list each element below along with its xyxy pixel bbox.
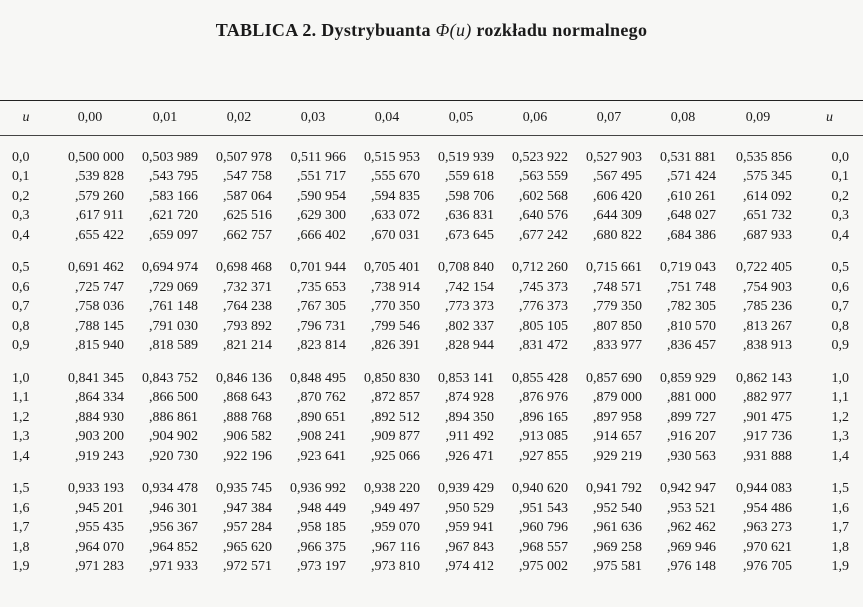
row-u-label: 1,8	[831, 539, 849, 555]
table-cell: ,799 546	[371, 318, 420, 334]
table-cell: 0,698 468	[216, 260, 272, 276]
table-cell: ,971 283	[75, 559, 124, 575]
table-cell: 0,853 141	[438, 370, 494, 386]
table-cell: ,961 636	[593, 520, 642, 536]
row-u-label: 1,0	[831, 370, 849, 386]
table-cell: ,881 000	[667, 390, 716, 406]
table-cell: ,966 375	[297, 539, 346, 555]
row-spacer	[0, 136, 863, 149]
table-row	[0, 428, 863, 448]
table-cell: ,745 373	[519, 279, 568, 295]
table-cell: ,735 653	[297, 279, 346, 295]
table-cell: ,909 877	[371, 429, 420, 445]
row-u-label: 0,2	[12, 188, 30, 204]
row-u-label: 1,6	[12, 500, 30, 516]
table-cell: ,655 422	[75, 227, 124, 243]
table-row	[0, 278, 863, 298]
table-row	[0, 207, 863, 227]
table-cell: ,976 705	[743, 559, 792, 575]
table-cell: ,636 831	[445, 208, 494, 224]
table-cell: ,838 913	[743, 338, 792, 354]
table-cell: ,629 300	[297, 208, 346, 224]
table-cell: ,964 852	[149, 539, 198, 555]
table-row	[0, 187, 863, 207]
header-column: 0,00	[52, 101, 128, 136]
table-cell: ,969 258	[593, 539, 642, 555]
table-cell: ,949 497	[371, 500, 420, 516]
row-u-label: 0,1	[831, 169, 849, 185]
table-cell: ,929 219	[593, 448, 642, 464]
header-column: 0,08	[646, 101, 720, 136]
table-cell: 0,944 083	[736, 481, 792, 497]
table-cell: ,836 457	[667, 338, 716, 354]
row-u-label: 1,8	[12, 539, 30, 555]
table-cell: ,610 261	[667, 188, 716, 204]
table-cell: ,967 116	[371, 539, 420, 555]
table-row	[0, 317, 863, 337]
table-row	[0, 408, 863, 428]
row-u-label: 1,7	[12, 520, 30, 536]
table-row	[0, 337, 863, 357]
header-column: 0,05	[424, 101, 498, 136]
table-cell: ,810 570	[667, 318, 716, 334]
table-cell: ,964 070	[75, 539, 124, 555]
table-row	[0, 226, 863, 246]
table-cell: ,594 835	[371, 188, 420, 204]
row-spacer	[0, 246, 863, 259]
table-cell: ,571 424	[667, 169, 716, 185]
table-cell: ,729 069	[149, 279, 198, 295]
table-cell: ,890 651	[297, 409, 346, 425]
table-cell: 0,507 978	[216, 149, 272, 165]
table-cell: ,970 621	[743, 539, 792, 555]
table-cell: ,911 492	[445, 429, 494, 445]
table-row	[0, 168, 863, 188]
table-cell: ,770 350	[371, 299, 420, 315]
table-cell: ,872 857	[371, 390, 420, 406]
row-u-label: 0,8	[831, 318, 849, 334]
table-cell: ,761 148	[149, 299, 198, 315]
table-cell: ,673 645	[445, 227, 494, 243]
table-cell: 0,855 428	[512, 370, 568, 386]
row-u-label: 0,4	[12, 227, 30, 243]
row-u-label: 0,7	[831, 299, 849, 315]
table-cell: ,919 243	[75, 448, 124, 464]
spacer-cell	[0, 136, 863, 149]
table-cell: ,917 736	[743, 429, 792, 445]
table-cell: ,965 620	[223, 539, 272, 555]
row-u-label: 1,1	[12, 390, 30, 406]
table-row	[0, 538, 863, 558]
header-column: 0,02	[202, 101, 276, 136]
table-cell: 0,857 690	[586, 370, 642, 386]
table-cell: 0,848 495	[290, 370, 346, 386]
table-cell: ,687 933	[743, 227, 792, 243]
table-cell: ,785 236	[743, 299, 792, 315]
table-cell: ,968 557	[519, 539, 568, 555]
table-cell: ,818 589	[149, 338, 198, 354]
table-cell: ,950 529	[445, 500, 494, 516]
row-u-label: 0,2	[831, 188, 849, 204]
table-cell: 0,841 345	[68, 370, 124, 386]
header-column: 0,07	[572, 101, 646, 136]
table-cell: ,923 641	[297, 448, 346, 464]
table-row	[0, 369, 863, 389]
table-cell: ,963 273	[743, 520, 792, 536]
table-cell: ,651 732	[743, 208, 792, 224]
title-suffix: rozkładu normalnego	[476, 20, 648, 40]
table-cell: ,868 643	[223, 390, 272, 406]
table-cell: ,962 462	[667, 520, 716, 536]
table-cell: ,796 731	[297, 318, 346, 334]
title-phi-symbol: Φ	[435, 20, 450, 40]
table-cell: ,764 238	[223, 299, 272, 315]
table-cell: ,625 516	[223, 208, 272, 224]
table-cell: 0,722 405	[736, 260, 792, 276]
table-cell: ,916 207	[667, 429, 716, 445]
row-u-label: 1,2	[831, 409, 849, 425]
table-cell: ,879 000	[593, 390, 642, 406]
table-cell: ,906 582	[223, 429, 272, 445]
spacer-cell	[0, 467, 863, 480]
row-u-label: 1,5	[831, 481, 849, 497]
table-cell: ,659 097	[149, 227, 198, 243]
spacer-cell	[0, 246, 863, 259]
table-cell: ,779 350	[593, 299, 642, 315]
table-cell: 0,531 881	[660, 149, 716, 165]
table-cell: ,805 105	[519, 318, 568, 334]
table-cell: 0,850 830	[364, 370, 420, 386]
table-cell: ,904 902	[149, 429, 198, 445]
table-cell: 0,535 856	[736, 149, 792, 165]
table-cell: ,876 976	[519, 390, 568, 406]
header-u: u	[796, 101, 863, 136]
table-cell: ,776 373	[519, 299, 568, 315]
table-cell: ,602 568	[519, 188, 568, 204]
table-cell: 0,936 992	[290, 481, 346, 497]
table-cell: ,813 267	[743, 318, 792, 334]
table-cell: ,882 977	[743, 390, 792, 406]
table-cell: ,614 092	[743, 188, 792, 204]
table-cell: ,954 486	[743, 500, 792, 516]
table-cell: ,945 201	[75, 500, 124, 516]
header-column: 0,06	[498, 101, 572, 136]
table-cell: ,908 241	[297, 429, 346, 445]
table-cell: ,957 284	[223, 520, 272, 536]
table-row	[0, 389, 863, 409]
table-cell: ,973 810	[371, 559, 420, 575]
table-cell: ,925 066	[371, 448, 420, 464]
table-cell: ,967 843	[445, 539, 494, 555]
table-row	[0, 499, 863, 519]
table-cell: ,884 930	[75, 409, 124, 425]
table-cell: 0,942 947	[660, 481, 716, 497]
row-u-label: 1,5	[12, 481, 30, 497]
table-cell: ,640 576	[519, 208, 568, 224]
table-cell: ,899 727	[667, 409, 716, 425]
row-u-label: 1,6	[831, 500, 849, 516]
table-cell: ,725 747	[75, 279, 124, 295]
table-cell: ,821 214	[223, 338, 272, 354]
table-cell: ,828 944	[445, 338, 494, 354]
row-spacer	[0, 467, 863, 480]
table-cell: ,958 185	[297, 520, 346, 536]
table-cell: ,951 543	[519, 500, 568, 516]
table-cell: ,892 512	[371, 409, 420, 425]
table-cell: ,648 027	[667, 208, 716, 224]
table-row	[0, 259, 863, 279]
table-cell: ,575 345	[743, 169, 792, 185]
table-cell: 0,694 974	[142, 260, 198, 276]
table-cell: ,751 748	[667, 279, 716, 295]
table-cell: 0,527 903	[586, 149, 642, 165]
table-cell: 0,843 752	[142, 370, 198, 386]
table-cell: 0,503 989	[142, 149, 198, 165]
table-cell: ,644 309	[593, 208, 642, 224]
table-cell: ,670 031	[371, 227, 420, 243]
row-u-label: 1,9	[12, 559, 30, 575]
table-cell: ,621 720	[149, 208, 198, 224]
table-cell: ,930 563	[667, 448, 716, 464]
table-cell: ,754 903	[743, 279, 792, 295]
table-cell: ,555 670	[371, 169, 420, 185]
table-cell: 0,715 661	[586, 260, 642, 276]
header-column: 0,09	[720, 101, 796, 136]
row-u-label: 1,1	[831, 390, 849, 406]
table-cell: ,864 334	[75, 390, 124, 406]
table-cell: ,662 757	[223, 227, 272, 243]
table-cell: 0,938 220	[364, 481, 420, 497]
table-row	[0, 558, 863, 578]
table-row	[0, 480, 863, 500]
table-cell: ,953 521	[667, 500, 716, 516]
table-cell: ,598 706	[445, 188, 494, 204]
row-u-label: 0,0	[12, 149, 30, 165]
table-cell: 0,719 043	[660, 260, 716, 276]
table-cell: ,920 730	[149, 448, 198, 464]
row-u-label: 0,5	[12, 260, 30, 276]
row-u-label: 1,3	[831, 429, 849, 445]
row-u-label: 0,5	[831, 260, 849, 276]
table-cell: 0,933 193	[68, 481, 124, 497]
table-cell: ,927 855	[519, 448, 568, 464]
table-cell: ,947 384	[223, 500, 272, 516]
distribution-table	[0, 100, 863, 577]
table-cell: ,956 367	[149, 520, 198, 536]
table-cell: ,606 420	[593, 188, 642, 204]
table-cell: ,959 070	[371, 520, 420, 536]
table-cell: 0,708 840	[438, 260, 494, 276]
table-cell: ,903 200	[75, 429, 124, 445]
table-body	[0, 136, 863, 578]
table-cell: ,547 758	[223, 169, 272, 185]
table-cell: ,913 085	[519, 429, 568, 445]
table-cell: ,793 892	[223, 318, 272, 334]
table-row	[0, 298, 863, 318]
table-cell: ,975 581	[593, 559, 642, 575]
table-cell: 0,712 260	[512, 260, 568, 276]
row-u-label: 1,7	[831, 520, 849, 536]
table-cell: ,870 762	[297, 390, 346, 406]
table-cell: ,831 472	[519, 338, 568, 354]
header-u: u	[0, 101, 52, 136]
table-cell: ,551 717	[297, 169, 346, 185]
table-cell: ,894 350	[445, 409, 494, 425]
table-cell: 0,846 136	[216, 370, 272, 386]
table-cell: ,802 337	[445, 318, 494, 334]
table-cell: 0,934 478	[142, 481, 198, 497]
table-cell: ,886 861	[149, 409, 198, 425]
table-row	[0, 148, 863, 168]
table-cell: ,539 828	[75, 169, 124, 185]
table-cell: ,567 495	[593, 169, 642, 185]
table-cell: ,926 471	[445, 448, 494, 464]
table-cell: ,922 196	[223, 448, 272, 464]
table-row	[0, 519, 863, 539]
row-u-label: 0,4	[831, 227, 849, 243]
table-cell: ,738 914	[371, 279, 420, 295]
row-u-label: 0,0	[831, 149, 849, 165]
table-cell: 0,862 143	[736, 370, 792, 386]
table-cell: ,823 814	[297, 338, 346, 354]
table-cell: ,633 072	[371, 208, 420, 224]
row-spacer	[0, 356, 863, 369]
table-title	[0, 20, 863, 41]
table-cell: 0,691 462	[68, 260, 124, 276]
table-cell: ,833 977	[593, 338, 642, 354]
table-cell: ,559 618	[445, 169, 494, 185]
table-cell: ,972 571	[223, 559, 272, 575]
table-cell: ,782 305	[667, 299, 716, 315]
row-u-label: 0,6	[12, 279, 30, 295]
table-cell: ,952 540	[593, 500, 642, 516]
table-cell: ,946 301	[149, 500, 198, 516]
row-u-label: 0,6	[831, 279, 849, 295]
row-u-label: 0,9	[831, 338, 849, 354]
header-row	[0, 101, 863, 136]
table-row	[0, 447, 863, 467]
table-cell: ,791 030	[149, 318, 198, 334]
row-u-label: 1,3	[12, 429, 30, 445]
table-cell: ,974 412	[445, 559, 494, 575]
table-cell: 0,519 939	[438, 149, 494, 165]
table-cell: ,826 391	[371, 338, 420, 354]
table-cell: ,896 165	[519, 409, 568, 425]
table-cell: ,587 064	[223, 188, 272, 204]
table-cell: ,976 148	[667, 559, 716, 575]
table-cell: 0,515 953	[364, 149, 420, 165]
header-column: 0,03	[276, 101, 350, 136]
table-cell: 0,701 944	[290, 260, 346, 276]
table-cell: ,973 197	[297, 559, 346, 575]
table-cell: 0,705 401	[364, 260, 420, 276]
row-u-label: 0,9	[12, 338, 30, 354]
table-cell: ,948 449	[297, 500, 346, 516]
table-cell: 0,523 922	[512, 149, 568, 165]
table-cell: ,914 657	[593, 429, 642, 445]
table-cell: ,807 850	[593, 318, 642, 334]
table-cell: ,773 373	[445, 299, 494, 315]
table-cell: 0,941 792	[586, 481, 642, 497]
row-u-label: 0,3	[831, 208, 849, 224]
table-cell: ,969 946	[667, 539, 716, 555]
row-u-label: 0,7	[12, 299, 30, 315]
row-u-label: 1,0	[12, 370, 30, 386]
table-cell: ,866 500	[149, 390, 198, 406]
table-cell: ,617 911	[75, 208, 124, 224]
table-cell: ,815 940	[75, 338, 124, 354]
table-cell: ,888 768	[223, 409, 272, 425]
table-cell: ,742 154	[445, 279, 494, 295]
table-cell: 0,859 929	[660, 370, 716, 386]
row-u-label: 1,4	[831, 448, 849, 464]
title-argument: (u)	[449, 20, 472, 40]
table-cell: ,590 954	[297, 188, 346, 204]
title-prefix: TABLICA 2. Dystrybuanta	[215, 20, 431, 40]
table-cell: ,788 145	[75, 318, 124, 334]
table-cell: ,959 941	[445, 520, 494, 536]
row-u-label: 0,1	[12, 169, 30, 185]
row-u-label: 1,9	[831, 559, 849, 575]
row-u-label: 0,3	[12, 208, 30, 224]
table-cell: ,955 435	[75, 520, 124, 536]
table-cell: ,680 822	[593, 227, 642, 243]
table-cell: 0,939 429	[438, 481, 494, 497]
table-cell: 0,500 000	[68, 149, 124, 165]
table-cell: ,874 928	[445, 390, 494, 406]
spacer-cell	[0, 356, 863, 369]
table-cell: 0,940 620	[512, 481, 568, 497]
table-cell: ,583 166	[149, 188, 198, 204]
table-cell: ,758 036	[75, 299, 124, 315]
table-cell: ,543 795	[149, 169, 198, 185]
table-cell: 0,935 745	[216, 481, 272, 497]
table-cell: ,931 888	[743, 448, 792, 464]
table-cell: ,971 933	[149, 559, 198, 575]
table-cell: ,975 002	[519, 559, 568, 575]
table-cell: ,767 305	[297, 299, 346, 315]
table-cell: ,901 475	[743, 409, 792, 425]
table-cell: ,748 571	[593, 279, 642, 295]
row-u-label: 1,2	[12, 409, 30, 425]
row-u-label: 1,4	[12, 448, 30, 464]
table-cell: ,684 386	[667, 227, 716, 243]
table-cell: ,579 260	[75, 188, 124, 204]
row-u-label: 0,8	[12, 318, 30, 334]
table-cell: ,666 402	[297, 227, 346, 243]
header-column: 0,01	[128, 101, 202, 136]
table-cell: ,732 371	[223, 279, 272, 295]
header-column: 0,04	[350, 101, 424, 136]
table-cell: ,677 242	[519, 227, 568, 243]
table-cell: ,960 796	[519, 520, 568, 536]
table-cell: ,897 958	[593, 409, 642, 425]
table-cell: 0,511 966	[290, 149, 346, 165]
table-cell: ,563 559	[519, 169, 568, 185]
